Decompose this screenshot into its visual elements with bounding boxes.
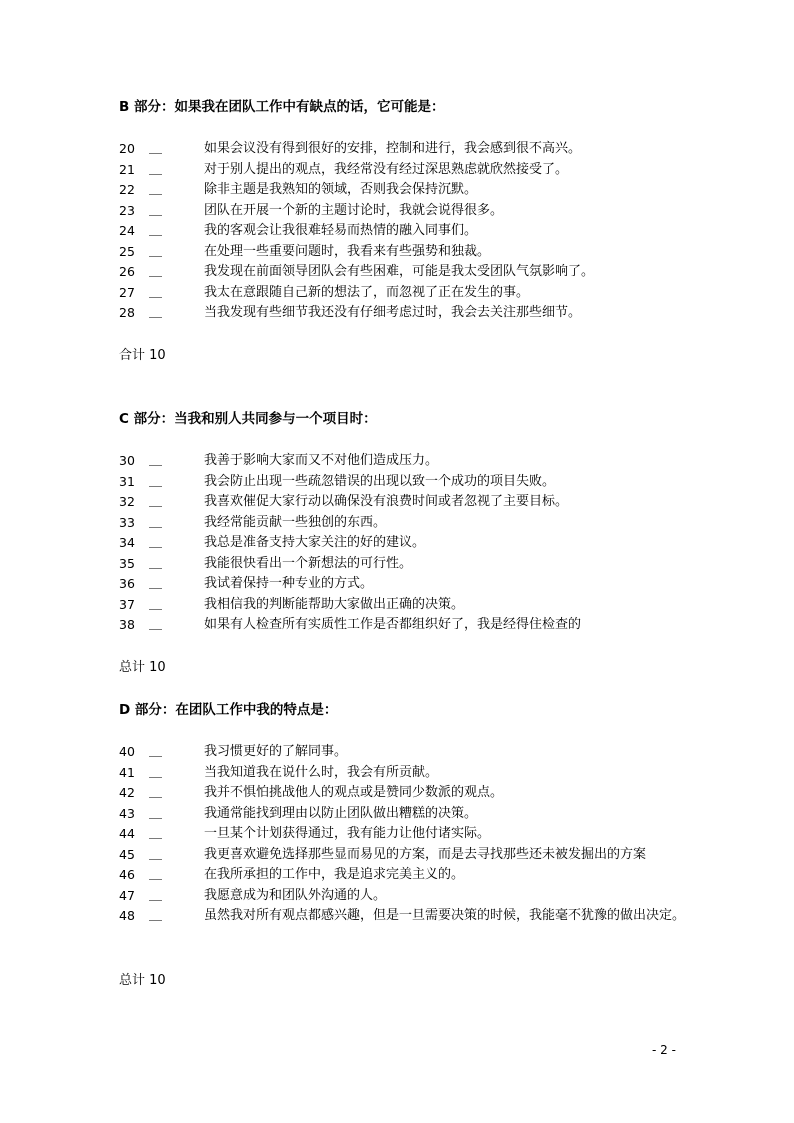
item-text: 我喜欢催促大家行动以确保没有浪费时间或者忽视了主要目标。 [204,494,569,509]
item-text: 我的客观会让我很难轻易而热情的融入同事们。 [204,223,478,238]
list-item [119,513,699,534]
item-number: 23 [119,202,135,218]
answer-blank[interactable]: ＿ [149,764,163,780]
item-number: 43 [119,805,135,821]
answer-blank[interactable]: ＿ [149,453,163,468]
list-item [119,595,699,616]
list-item [119,783,699,804]
list-item [119,554,699,575]
answer-blank[interactable]: ＿ [149,182,163,197]
answer-blank[interactable]: ＿ [149,805,163,821]
item-number: 26 [119,264,135,279]
section-c-total: 总计 10 [119,660,166,675]
item-number: 28 [119,305,135,320]
item-text: 除非主题是我熟知的领域，否则我会保持沉默。 [204,182,478,197]
list-item [119,180,699,201]
list-item [119,804,699,825]
item-number: 41 [119,764,135,780]
list-item [119,906,699,947]
list-item [119,201,699,222]
item-number: 46 [119,867,135,882]
section-b-total: 合计 10 [119,348,166,363]
item-text: 一旦某个计划获得通过，我有能力让他付诸实际。 [204,826,491,841]
answer-blank[interactable]: ＿ [149,305,163,320]
item-number: 45 [119,846,135,862]
item-number: 33 [119,514,135,530]
list-item [119,472,699,493]
section-d-heading: D 部分：在团队工作中我的特点是： [119,702,338,718]
answer-blank[interactable]: ＿ [149,887,163,903]
answer-blank[interactable]: ＿ [149,744,163,759]
item-text: 我通常能找到理由以防止团队做出糟糕的决策。 [204,805,478,821]
list-item [119,845,699,866]
item-text: 我试着保持一种专业的方式。 [204,576,374,591]
item-text: 在处理一些重要问题时，我看来有些强势和独裁。 [204,243,491,259]
answer-blank[interactable]: ＿ [149,555,163,571]
answer-blank[interactable]: ＿ [149,243,163,259]
item-text: 在我所承担的工作中，我是追求完美主义的。 [204,867,465,882]
item-text: 我更喜欢避免选择那些显而易见的方案，而是去寻找那些还未被发掘出的方案 [204,846,647,862]
list-item [119,533,699,554]
item-number: 44 [119,826,135,841]
answer-blank[interactable]: ＿ [149,908,163,923]
answer-blank[interactable]: ＿ [149,846,163,862]
answer-blank[interactable]: ＿ [149,141,163,156]
list-item [119,160,699,181]
item-text: 我会防止出现一些疏忽错误的出现以致一个成功的项目失败。 [204,473,556,489]
list-item [119,865,699,886]
answer-blank[interactable]: ＿ [149,202,163,218]
list-item [119,303,699,324]
list-item [119,492,699,513]
item-text: 我习惯更好的了解同事。 [204,744,348,759]
item-number: 32 [119,494,135,509]
item-text: 我总是准备支持大家关注的好的建议。 [204,535,426,550]
answer-blank[interactable]: ＿ [149,535,163,550]
item-text: 我相信我的判断能帮助大家做出正确的决策。 [204,596,465,612]
answer-blank[interactable]: ＿ [149,576,163,591]
item-number: 22 [119,182,135,197]
item-text: 团队在开展一个新的主题讨论时，我就会说得很多。 [204,202,504,218]
section-b-heading: B 部分：如果我在团队工作中有缺点的话，它可能是： [119,99,445,115]
item-number: 38 [119,617,135,632]
list-item [119,283,699,304]
item-text: 如果有人检查所有实质性工作是否都组织好了，我是经得住检查的 [204,617,582,632]
answer-blank[interactable]: ＿ [149,617,163,632]
section-c-heading: C 部分：当我和别人共同参与一个项目时： [119,411,377,427]
item-text: 我能很快看出一个新想法的可行性。 [204,555,413,571]
item-text: 我善于影响大家而又不对他们造成压力。 [204,453,439,468]
item-text: 对于别人提出的观点，我经常没有经过深思熟虑就欣然接受了。 [204,161,569,177]
section-b-items [119,139,699,324]
answer-blank[interactable]: ＿ [149,284,163,300]
item-number: 37 [119,596,135,612]
answer-blank[interactable]: ＿ [149,826,163,841]
item-number: 30 [119,453,135,468]
item-text: 当我发现有些细节我还没有仔细考虑过时，我会去关注那些细节。 [204,305,582,320]
item-number: 34 [119,535,135,550]
list-item [119,615,699,636]
answer-blank[interactable]: ＿ [149,867,163,882]
item-number: 42 [119,785,135,800]
answer-blank[interactable]: ＿ [149,514,163,530]
item-text: 我太在意跟随自己新的想法了，而忽视了正在发生的事。 [204,284,530,300]
answer-blank[interactable]: ＿ [149,785,163,800]
answer-blank[interactable]: ＿ [149,596,163,612]
section-d-items [119,742,699,947]
item-text: 如果会议没有得到很好的安排，控制和进行，我会感到很不高兴。 [204,141,582,156]
item-number: 47 [119,887,135,903]
list-item [119,221,699,242]
item-text: 我并不惧怕挑战他人的观点或是赞同少数派的观点。 [204,785,504,800]
item-number: 36 [119,576,135,591]
item-text: 我经常能贡献一些独创的东西。 [204,514,387,530]
item-text: 我发现在前面领导团队会有些困难，可能是我太受团队气氛影响了。 [204,264,595,279]
item-number: 27 [119,284,135,300]
item-number: 48 [119,908,135,923]
item-number: 20 [119,141,135,156]
answer-blank[interactable]: ＿ [149,161,163,177]
answer-blank[interactable]: ＿ [149,494,163,509]
list-item [119,742,699,763]
list-item [119,262,699,283]
item-number: 21 [119,161,135,177]
answer-blank[interactable]: ＿ [149,473,163,489]
item-number: 31 [119,473,135,489]
item-number: 40 [119,744,135,759]
section-d-total: 总计 10 [119,973,166,988]
list-item [119,451,699,472]
list-item [119,574,699,595]
list-item [119,824,699,845]
list-item [119,886,699,907]
item-text: 虽然我对所有观点都感兴趣，但是一旦需要决策的时候，我能毫不犹豫的做出决定。 [204,908,686,923]
item-text: 当我知道我在说什么时，我会有所贡献。 [204,764,439,780]
list-item [119,763,699,784]
item-number: 35 [119,555,135,571]
answer-blank[interactable]: ＿ [149,223,163,238]
answer-blank[interactable]: ＿ [149,264,163,279]
page-number: - 2 - [652,1043,676,1057]
item-number: 24 [119,223,135,238]
section-c-items [119,451,699,636]
list-item [119,242,699,263]
list-item [119,139,699,160]
item-text: 我愿意成为和团队外沟通的人。 [204,887,387,903]
item-number: 25 [119,243,135,259]
